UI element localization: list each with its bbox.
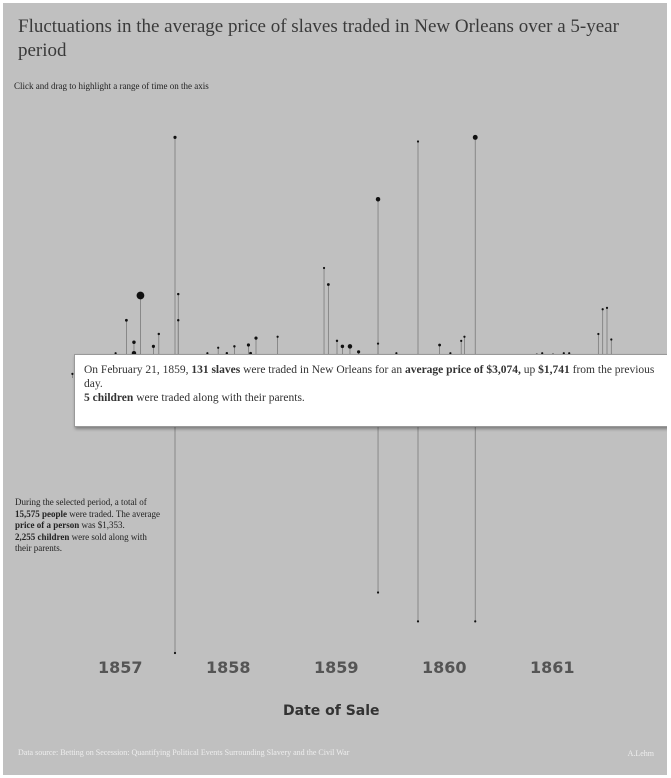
sale-point-41[interactable] (336, 340, 338, 342)
tooltip-change: $1,741 (538, 364, 570, 376)
summary-line3: was $1,353. (79, 520, 125, 530)
chart-panel (3, 3, 667, 775)
chart-title: Fluctuations in the average price of slaves traded in New Orleans over a 5-year period (18, 16, 619, 61)
year-tick-1857: 1857 (98, 658, 143, 677)
sale-point-51[interactable] (377, 591, 379, 593)
summary-line4: were sold along with their parents. (15, 531, 147, 553)
sale-point-35[interactable] (277, 336, 279, 338)
sale-point-13[interactable] (152, 345, 155, 348)
tooltip-prefix: On February 21, 1859, (84, 364, 192, 376)
sale-point-58[interactable] (460, 340, 462, 342)
sale-point-59[interactable] (463, 336, 465, 338)
summary-children: 2,255 children (15, 531, 70, 542)
sale-point-25[interactable] (217, 347, 219, 349)
author-credit: A.Lehm (627, 749, 654, 758)
year-tick-1858: 1858 (206, 658, 251, 677)
sale-point-75[interactable] (602, 308, 604, 310)
sale-point-55[interactable] (417, 620, 419, 622)
tooltip-suffix: from the previous day. (84, 364, 655, 390)
sale-point-37[interactable] (323, 267, 325, 269)
sale-point-46[interactable] (357, 350, 360, 353)
sale-point-56[interactable] (438, 344, 441, 347)
tooltip-children-suffix: were traded along with their parents. (133, 392, 305, 404)
sale-point-42[interactable] (341, 345, 344, 348)
summary-people: 15,575 people (15, 508, 68, 519)
tooltip-mid2: up (520, 364, 539, 376)
sale-point-18[interactable] (177, 293, 179, 295)
summary-price-label: price of a person (15, 520, 80, 530)
summary-line2: were traded. The average (67, 508, 161, 519)
year-tick-1861: 1861 (530, 658, 575, 677)
sale-point-79[interactable] (610, 338, 612, 340)
sale-point-32[interactable] (254, 337, 257, 340)
tooltip-price: average price of $3,074, (404, 364, 521, 376)
tooltip-children: 5 children (84, 392, 134, 404)
sale-point-49[interactable] (376, 197, 380, 201)
selection-summary (15, 497, 163, 555)
sale-point-6[interactable] (125, 319, 128, 322)
sale-point-19[interactable] (177, 319, 179, 321)
sale-point-54[interactable] (417, 140, 419, 142)
data-source: Data source: Betting on Secession: Quantifying Political Events Surrounding Slavery and the Civil War (18, 748, 350, 757)
year-tick-1859: 1859 (314, 658, 359, 677)
year-tick-1860: 1860 (422, 658, 467, 677)
sale-point-27[interactable] (233, 345, 235, 347)
sale-point-39[interactable] (327, 283, 330, 286)
sale-point-44[interactable] (348, 344, 352, 348)
sale-point-73[interactable] (597, 333, 599, 335)
sale-point-17[interactable] (174, 652, 176, 654)
summary-line1: During the selected period, a total of (15, 497, 147, 507)
brush-instruction: Click and drag to highlight a range of time on the axis (14, 81, 209, 91)
sale-point-30[interactable] (247, 343, 250, 346)
sale-point-16[interactable] (173, 136, 176, 139)
sale-point-61[interactable] (473, 135, 478, 140)
sale-point-11[interactable] (137, 292, 145, 300)
sale-point-50[interactable] (377, 343, 379, 345)
sale-point-62[interactable] (474, 620, 476, 622)
date-tooltip (74, 354, 667, 427)
sale-point-77[interactable] (606, 307, 608, 309)
sale-point-8[interactable] (132, 341, 135, 344)
sale-point-14[interactable] (158, 333, 160, 335)
x-axis-label: Date of Sale (283, 703, 380, 719)
tooltip-slaves: 131 slaves (191, 364, 241, 376)
tooltip-mid1: were traded in New Orleans for an (240, 364, 405, 376)
